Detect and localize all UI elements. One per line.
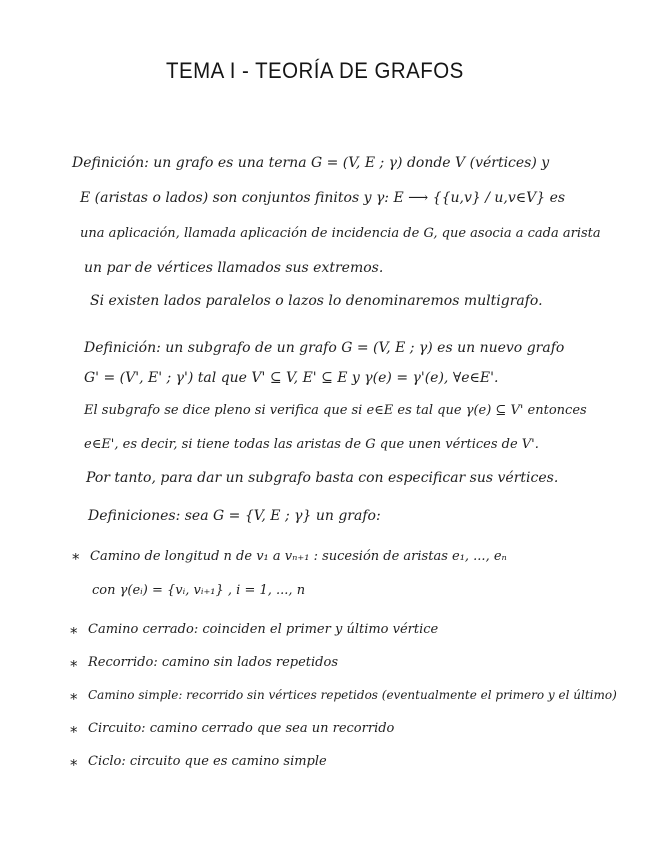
definition-grafo-line-1: Definición: un grafo es una terna G = (V, E ; γ) donde V (vértices) y <box>72 155 550 171</box>
definition-camino-simple: Camino simple: recorrido sin vértices repetidos (eventualmente el primero y el último) <box>88 688 617 702</box>
bullet-camino-simple: * <box>70 690 78 708</box>
definition-subgrafo-line-1: Definición: un subgrafo de un grafo G = (V, E ; γ) es un nuevo grafo <box>84 340 565 356</box>
multigrafo-note: Si existen lados paralelos o lazos lo denominaremos multigrafo. <box>90 293 543 309</box>
definition-ciclo: Ciclo: circuito que es camino simple <box>88 754 327 769</box>
bullet-camino: * <box>72 550 80 568</box>
subgrafo-pleno-line-1: El subgrafo se dice pleno si verifica que si e∈E es tal que γ(e) ⊆ V' entonces <box>84 403 587 418</box>
definition-camino-line-1: Camino de longitud n de v₁ a vₙ₊₁ : sucesión de aristas e₁, ..., eₙ <box>90 549 507 564</box>
bullet-camino-cerrado: * <box>70 624 78 642</box>
definition-grafo-line-3: una aplicación, llamada aplicación de incidencia de G, que asocia a cada arista <box>80 226 601 241</box>
definition-grafo-line-2: E (aristas o lados) son conjuntos finitos y γ: E ⟶ {{u,v} / u,v∈V} es <box>80 190 566 206</box>
bullet-recorrido: * <box>70 657 78 675</box>
page-title: TEMA I - TEORÍA DE GRAFOS <box>166 58 464 83</box>
subgrafo-pleno-line-2: e∈E', es decir, si tiene todas las aristas de G que unen vértices de V'. <box>84 437 539 452</box>
definition-subgrafo-line-2: G' = (V', E' ; γ') tal que V' ⊆ V, E' ⊆ E y γ(e) = γ'(e), ∀e∈E'. <box>84 370 499 386</box>
definition-grafo-line-4: un par de vértices llamados sus extremos. <box>84 260 384 276</box>
definition-camino-line-2: con γ(eᵢ) = {vᵢ, vᵢ₊₁} , i = 1, ..., n <box>92 583 306 598</box>
subgrafo-vertices-note: Por tanto, para dar un subgrafo basta con especificar sus vértices. <box>86 470 559 486</box>
definition-camino-cerrado: Camino cerrado: coinciden el primer y último vértice <box>88 622 439 637</box>
definitions-intro: Definiciones: sea G = {V, E ; γ} un grafo: <box>88 508 381 524</box>
bullet-circuito: * <box>70 723 78 741</box>
bullet-ciclo: * <box>70 756 78 774</box>
definition-recorrido: Recorrido: camino sin lados repetidos <box>88 655 339 670</box>
definition-circuito: Circuito: camino cerrado que sea un recorrido <box>88 721 395 736</box>
